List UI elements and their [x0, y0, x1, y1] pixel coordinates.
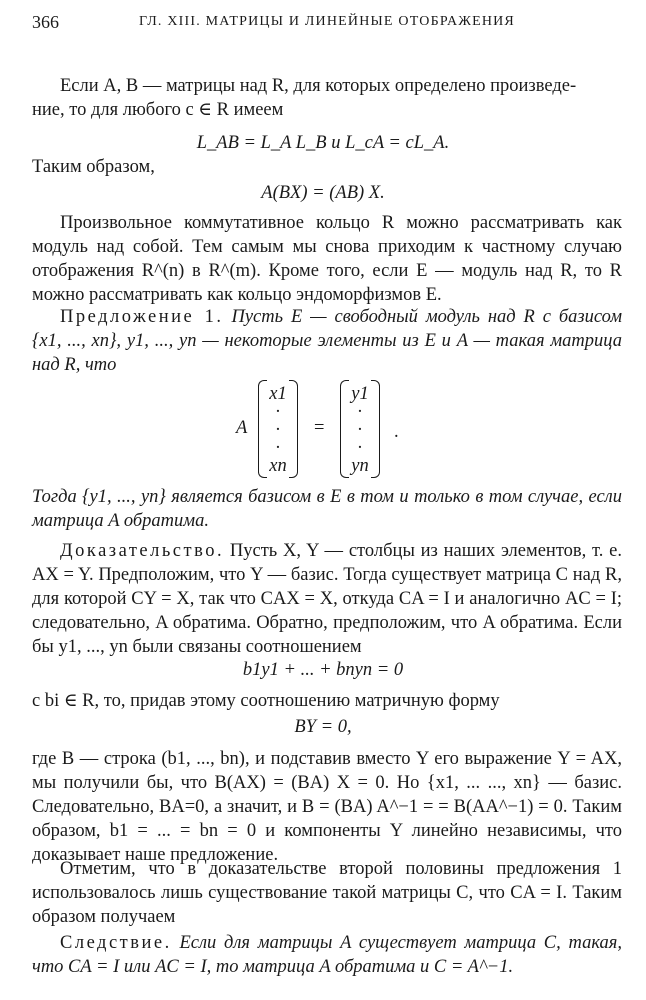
- corollary-label: Следствие.: [60, 933, 172, 953]
- equation-period: .: [394, 422, 399, 442]
- proposition-conclusion-text: Тогда {y1, ..., yn} является базисом в E в том и только в том случае, если матрица A обратима.: [32, 487, 622, 531]
- column-vector-y: [340, 380, 380, 478]
- equation-by-zero: BY = 0,: [294, 717, 352, 737]
- vector-entry: yn: [351, 456, 369, 476]
- vector-dot: ·: [356, 420, 364, 440]
- matrix-a-symbol: A: [236, 418, 248, 438]
- proof-continuation-text: с bi ∈ R, то, придав этому соотношению матричную форму: [32, 691, 500, 711]
- vector-dot: ·: [274, 438, 282, 458]
- vector-entry: y1: [351, 384, 369, 404]
- vector-entry: xn: [269, 456, 287, 476]
- intro-paragraph: [32, 74, 622, 122]
- matrix-equation: [236, 380, 406, 480]
- proposition-statement: Пусть E — свободный модуль над R с базисом {x1, ..., xn}, y1, ..., yn — некоторые элементы из E и A — такая матрица над R, что: [32, 307, 623, 375]
- thus-line: [32, 155, 622, 179]
- remark-paragraph: [32, 857, 622, 929]
- proof-end-text: где B — строка (b1, ..., bn), и подставив вместо Y его выражение Y = AX, мы получили бы, что B(AX) = (BA) X = 0. Но {x1, ... ..., xn} — базис. Следовательно, BA=0, а значит, и B = (BA) A^−1 = = B(AA^−1) = 0. Таким образом, b1 = ... = bn = 0 и компоненты Y линейно независимы, что доказывает наше предложение.: [32, 749, 622, 865]
- proposition-conclusion: [32, 485, 622, 533]
- equation-linear-relation: b1y1 + ... + bnyn = 0: [242, 660, 404, 680]
- remark-text: Отметим, что в доказательстве второй половины предложения 1 использовалось лишь существование такой матрицы C, что CA = I. Таким образом получаем: [32, 859, 622, 927]
- proposition-label: Предложение 1.: [60, 307, 224, 327]
- equation-l-product: L_AB = L_A L_B и L_cA = cL_A.: [196, 133, 450, 153]
- proof-continuation: [32, 689, 622, 713]
- vector-dot: ·: [274, 402, 282, 422]
- page-header: [32, 12, 622, 36]
- equation-associativity: A(BX) = (AB) X.: [261, 183, 385, 203]
- page-number: 366: [32, 12, 59, 32]
- intro-line-2: ние, то для любого c ∈ R имеем: [32, 100, 284, 120]
- thus-text: Таким образом,: [32, 157, 155, 177]
- proof-label: Доказательство.: [60, 541, 225, 561]
- ring-as-module-paragraph: [32, 211, 622, 307]
- vector-dot: ·: [356, 438, 364, 458]
- proof-text: Пусть X, Y — столбцы из наших элементов, т. е. AX = Y. Предположим, что Y — базис. Тогда существует матрица C над R, для которой CY = X, так что CAX = X, откуда CA = I и аналогично AC = I; следовательно, A обратима. Обратно, предположим, что A обратима. Если бы y1, ..., yn были связаны соотношением: [32, 541, 622, 657]
- vector-entry: x1: [269, 384, 287, 404]
- intro-line-1: Если A, B — матрицы над R, для которых определено произведе-: [60, 76, 577, 96]
- corollary-text: Если для матрицы A существует матрица C, такая, что CA = I или AC = I, то матрица A обратима и C = A^−1.: [32, 933, 622, 977]
- running-head: ГЛ. XIII. МАТРИЦЫ И ЛИНЕЙНЫЕ ОТОБРАЖЕНИЯ: [139, 14, 515, 29]
- vector-dot: ·: [356, 402, 364, 422]
- proof-end: [32, 747, 622, 867]
- proof: [32, 539, 622, 659]
- proposition-1: [32, 305, 622, 377]
- column-vector-x: [258, 380, 298, 478]
- ring-as-module-text: Произвольное коммутативное кольцо R можно рассматривать как модуль над собой. Тем самым мы снова приходим к частному случаю отображения R^(n) в R^(m). Кроме того, если E — модуль над R, то R можно рассматривать как кольцо эндоморфизмов E.: [32, 213, 622, 305]
- vector-dot: ·: [274, 420, 282, 440]
- corollary: [32, 931, 622, 979]
- equals-sign: =: [314, 418, 325, 438]
